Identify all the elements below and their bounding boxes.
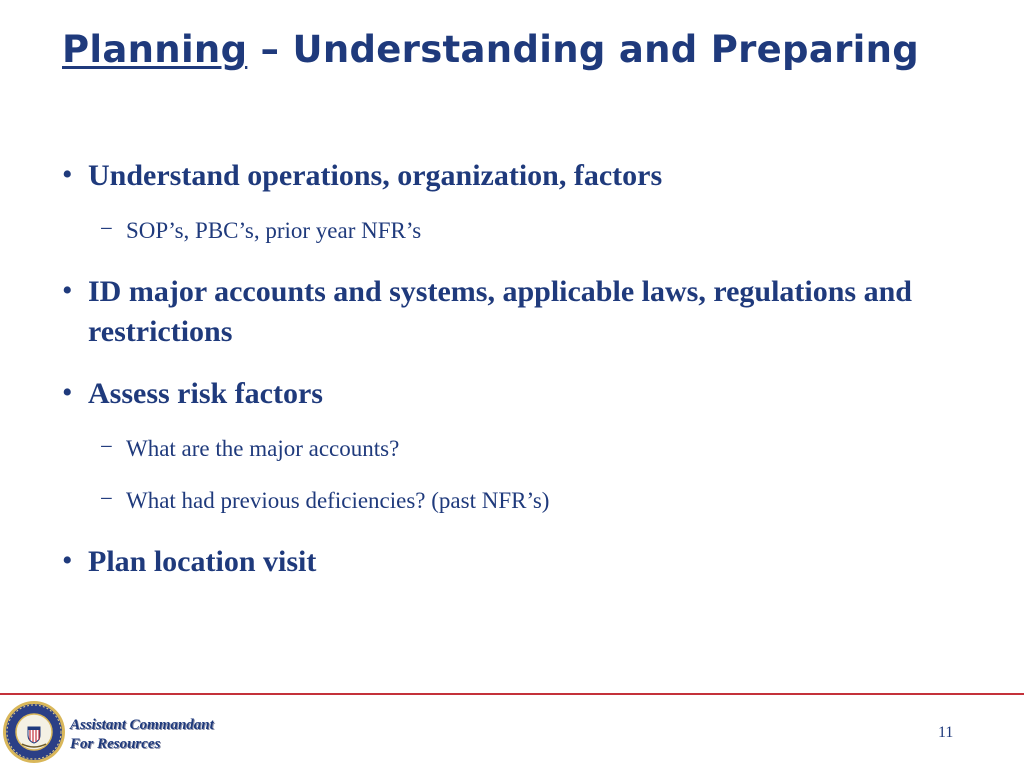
footer-org-line1: Assistant Commandant: [70, 717, 214, 733]
bullet-item: [62, 156, 982, 196]
footer-divider: [0, 693, 1024, 695]
bullet-text: ID major accounts and systems, applicable laws, regulations and restrictions: [88, 275, 912, 348]
bullet-dot-icon: •: [62, 274, 73, 307]
bullet-item: [62, 374, 982, 414]
bullet-list: [62, 156, 982, 602]
title-rest: – Understanding and Preparing: [247, 28, 920, 71]
sub-bullet-text: What are the major accounts?: [126, 436, 400, 461]
sub-bullet-group: [62, 216, 982, 246]
bullet-text: Understand operations, organization, factors: [88, 159, 663, 192]
bullet-item: [62, 542, 982, 582]
sub-bullet-text: What had previous deficiencies? (past NFR’s): [126, 488, 550, 513]
page-number: 11: [938, 724, 954, 741]
bullet-dot-icon: •: [62, 544, 73, 577]
sub-bullet-dash-icon: −: [100, 216, 113, 241]
sub-bullet-dash-icon: −: [100, 486, 113, 511]
slide-title: [62, 28, 919, 71]
sub-bullet-item: [62, 216, 982, 246]
footer-org-line2: For Resources: [70, 736, 161, 752]
bullet-dot-icon: •: [62, 376, 73, 409]
coast-guard-seal-icon: [2, 700, 66, 764]
bullet-dot-icon: •: [62, 158, 73, 191]
bullet-text: Plan location visit: [88, 545, 317, 578]
title-underlined-word: Planning: [62, 28, 248, 71]
footer-org-name: [70, 716, 214, 754]
sub-bullet-text: SOP’s, PBC’s, prior year NFR’s: [126, 218, 422, 243]
bullet-item: [62, 272, 982, 352]
sub-bullet-item: [62, 434, 982, 464]
sub-bullet-dash-icon: −: [100, 434, 113, 459]
sub-bullet-item: [62, 486, 982, 516]
bullet-text: Assess risk factors: [88, 377, 323, 410]
sub-bullet-group: [62, 434, 982, 516]
